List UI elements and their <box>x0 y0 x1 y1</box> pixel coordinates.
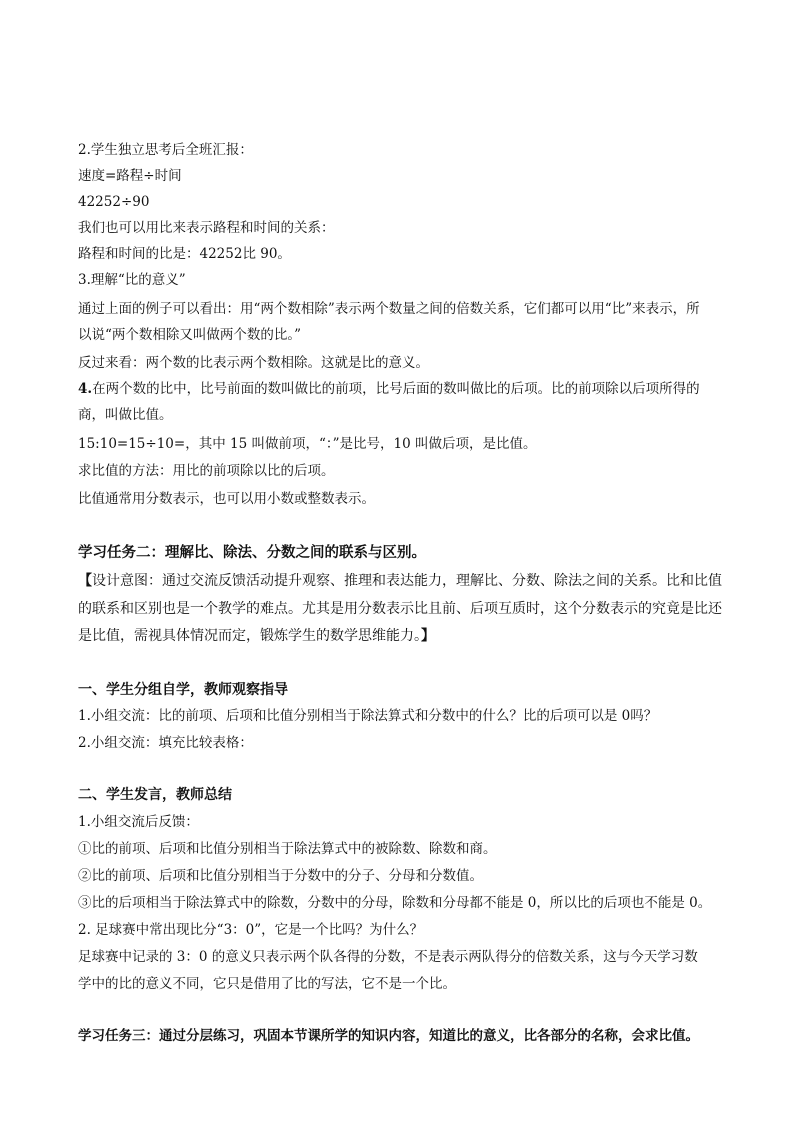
example-paragraph-line2: 以说“两个数相除又叫做两个数的比。” <box>78 327 302 343</box>
design-open-bracket: 【 <box>78 573 92 589</box>
terms-paragraph-line1 <box>78 380 700 398</box>
task2-title: 学习任务二：理解比、除法、分数之间的联系与区别。 <box>78 544 426 561</box>
point-1: ①比的前项、后项和比值分别相当于除法算式中的被除数、除数和商。 <box>78 841 497 857</box>
design-intent-text-end: 是比值，需视具体情况而定，锻炼学生的数学思维能力。 <box>78 628 421 644</box>
terms-text: 在两个数的比中，比号前面的数叫做比的前项，比号后面的数叫做比的后项。比的前项除以后项所得的 <box>92 381 700 397</box>
part1-item1: 1.小组交流：比的前项、后项和比值分别相当于除法算式和分数中的什么？比的后项可以是 0吗？ <box>78 708 658 724</box>
football-answer-line1: 足球赛中记录的 3：0 的意义只表示两个队各得的分数，不是表示两队得分的倍数关系，这与今天学习数 <box>78 949 698 965</box>
terms-paragraph-line2: 商，叫做比值。 <box>78 407 173 423</box>
speed-formula: 速度=路程÷时间 <box>78 168 182 184</box>
reverse-statement: 反过来看：两个数的比表示两个数相除。这就是比的意义。 <box>78 355 429 371</box>
design-intent-line1 <box>78 572 722 590</box>
task3-title: 学习任务三：通过分层练习，巩固本节课所学的知识内容，知道比的意义，比各部分的名称，会求比值。 <box>78 1028 699 1044</box>
point-2: ②比的前项、后项和比值分别相当于分数中的分子、分母和分数值。 <box>78 868 483 884</box>
design-close-bracket: 】 <box>421 628 435 644</box>
example-paragraph-line1: 通过上面的例子可以看出：用“两个数相除”表示两个数量之间的倍数关系，它们都可以用“比”来表示，所 <box>78 301 700 317</box>
understand-heading: 3.理解“比的意义” <box>78 272 186 288</box>
football-question: 2. 足球赛中常出现比分“3：0”，它是一个比吗？为什么？ <box>78 922 424 938</box>
terms-number: 4. <box>78 381 93 397</box>
ratio-statement: 路程和时间的比是：42252比 90。 <box>78 246 291 262</box>
division-expression: 42252÷90 <box>78 194 150 210</box>
part1-heading: 一、学生分组自学，教师观察指导 <box>78 682 288 698</box>
football-answer-line2: 学中的比的意义不同，它只是借用了比的写法，它不是一个比。 <box>78 976 456 992</box>
design-intent-text: 设计意图：通过交流反馈活动提升观察、推理和表达能力，理解比、分数、除法之间的关系。比和比值 <box>92 573 722 589</box>
part1-item2: 2.小组交流：填充比较表格： <box>78 735 253 751</box>
ratio-example: 15:10=15÷10=，其中 15 叫做前项，“：”是比号，10 叫做后项，是比值。 <box>78 436 537 452</box>
design-intent-line3 <box>78 627 435 645</box>
part2-heading: 二、学生发言，教师总结 <box>78 787 232 803</box>
ratio-intro: 我们也可以用比来表示路程和时间的关系： <box>78 220 335 236</box>
ratio-value-note: 比值通常用分数表示，也可以用小数或整数表示。 <box>78 491 375 507</box>
report-line: 2.学生独立思考后全班汇报： <box>78 142 253 158</box>
point-3: ③比的后项相当于除法算式中的除数，分数中的分母，除数和分母都不能是 0，所以比的后项也不能是 0。 <box>78 895 712 911</box>
design-intent-line2: 的联系和区别也是一个教学的难点。尤其是用分数表示比且前、后项互质时，这个分数表示的究竟是比还 <box>78 601 722 617</box>
ratio-method: 求比值的方法：用比的前项除以比的后项。 <box>78 463 335 479</box>
feedback-line: 1.小组交流后反馈： <box>78 814 199 830</box>
